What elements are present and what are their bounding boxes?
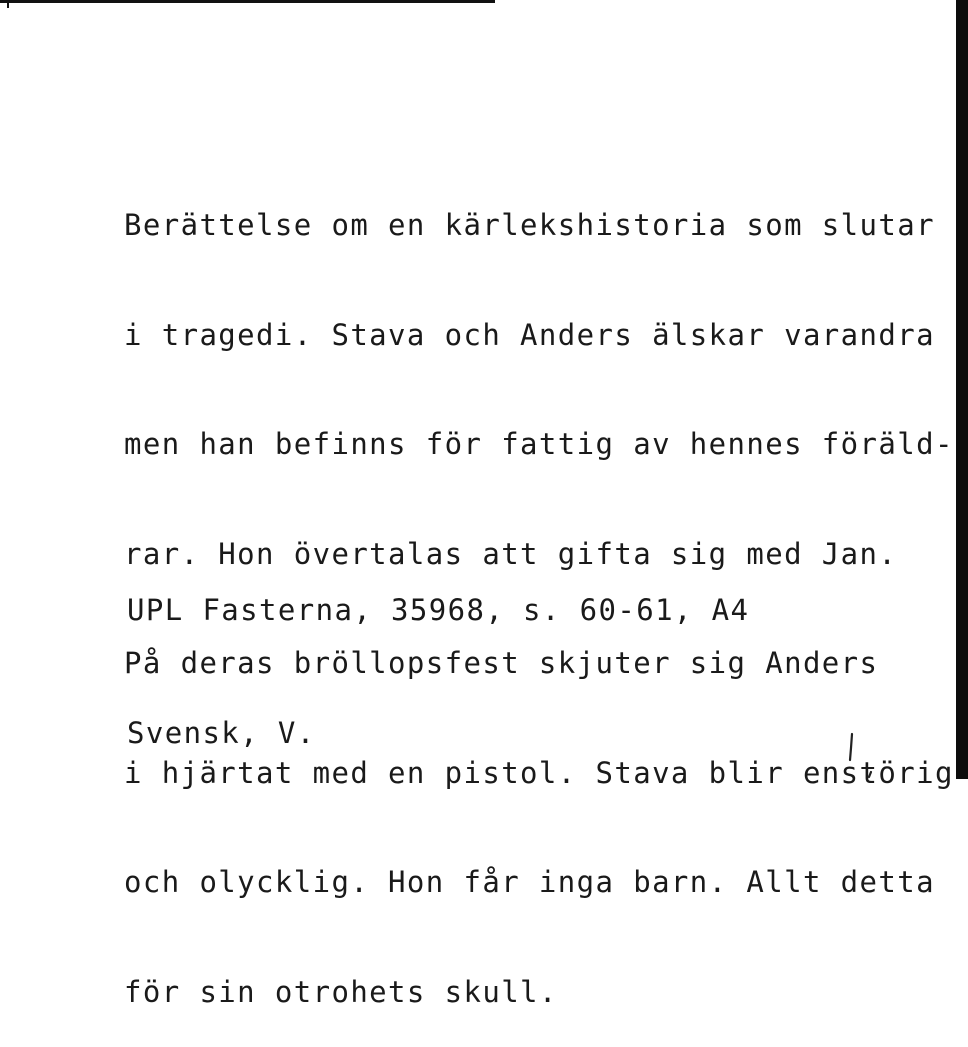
summary-line: Berättelse om en kärlekshistoria som slutar [124, 208, 935, 242]
source-reference [127, 508, 749, 795]
source-line: UPL Fasterna, 35968, s. 60-61, A4 [127, 593, 750, 627]
scan-right-border [956, 0, 968, 779]
summary-line: i tragedi. Stava och Anders älskar varandra [124, 317, 935, 352]
summary-line: rar. Hon övertalas att gifta sig med Jan. [124, 536, 898, 571]
language-line: Svensk, V. [127, 716, 316, 750]
summary-line: och olycklig. Hon får inga barn. Allt detta [124, 865, 935, 899]
summary-line: men han befinns för fattig av hennes föräld- [124, 427, 954, 461]
summary-line: På deras bröllopsfest skjuter sig Anders [124, 646, 879, 680]
scan-top-border [0, 0, 495, 3]
handwritten-mark-icon [838, 728, 878, 779]
scan-corner-mark [7, 3, 9, 8]
summary-line: för sin otrohets skull. [124, 974, 558, 1009]
summary-line: i hjärtat med en pistol. Stava blir enstörig [124, 755, 954, 790]
